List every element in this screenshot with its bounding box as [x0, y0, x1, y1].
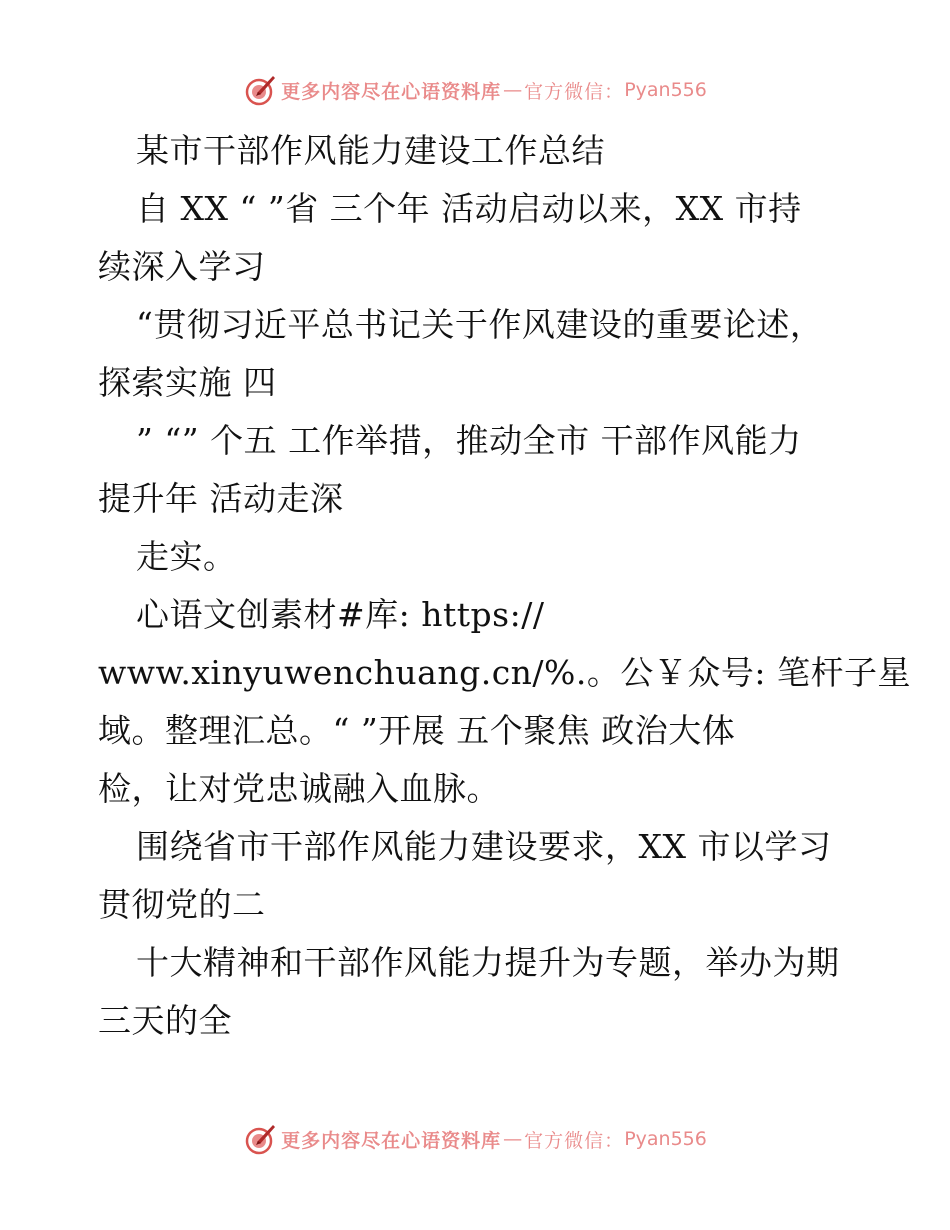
watermark-separator: — [503, 1128, 523, 1150]
watermark-contact-label: 官方微信： [524, 80, 625, 103]
watermark-contact-id: Pyan556 [624, 1128, 707, 1150]
text-line: 十大精神和干部作风能力提升为专题，举办为期 [136, 943, 840, 982]
document-body [98, 122, 911, 1050]
document-title: 某市干部作风能力建设工作总结 [136, 131, 605, 170]
quill-pen-seal-icon [243, 73, 277, 107]
text-line: 贯彻党的二 [98, 885, 266, 924]
text-line: www.xinyuwenchuang.cn/%.。公￥众号: 笔杆子星 [98, 653, 911, 692]
text-line: 自 XX “ ”省 三个年 活动启动以来，XX 市持 [136, 189, 802, 228]
text-line: ” “” 个五 工作举措，推动全市 干部作风能力 [136, 421, 802, 460]
watermark-text: 更多内容尽在心语资料库 [281, 1129, 502, 1152]
watermark-separator: — [503, 79, 523, 101]
header-watermark [0, 72, 950, 108]
text-line: “贯彻习近平总书记关于作风建设的重要论述， [136, 305, 824, 344]
text-line: 三天的全 [98, 1001, 232, 1040]
text-line: 心语文创素材#库: https:// [136, 595, 545, 634]
watermark-contact-id: Pyan556 [624, 79, 707, 101]
text-line: 检，让对党忠诚融入血脉。 [98, 769, 500, 808]
text-line: 围绕省市干部作风能力建设要求，XX 市以学习 [136, 827, 832, 866]
watermark-text: 更多内容尽在心语资料库 [281, 80, 502, 103]
text-line: 提升年 活动走深 [98, 479, 344, 518]
text-line: 走实。 [136, 537, 237, 576]
text-line: 域。整理汇总。“ ”开展 五个聚焦 政治大体 [98, 711, 736, 750]
text-line: 探索实施 四 [98, 363, 277, 402]
quill-pen-seal-icon [243, 1122, 277, 1156]
watermark-contact-label: 官方微信： [524, 1129, 625, 1152]
footer-watermark [0, 1121, 950, 1157]
text-line: 续深入学习 [98, 247, 266, 286]
